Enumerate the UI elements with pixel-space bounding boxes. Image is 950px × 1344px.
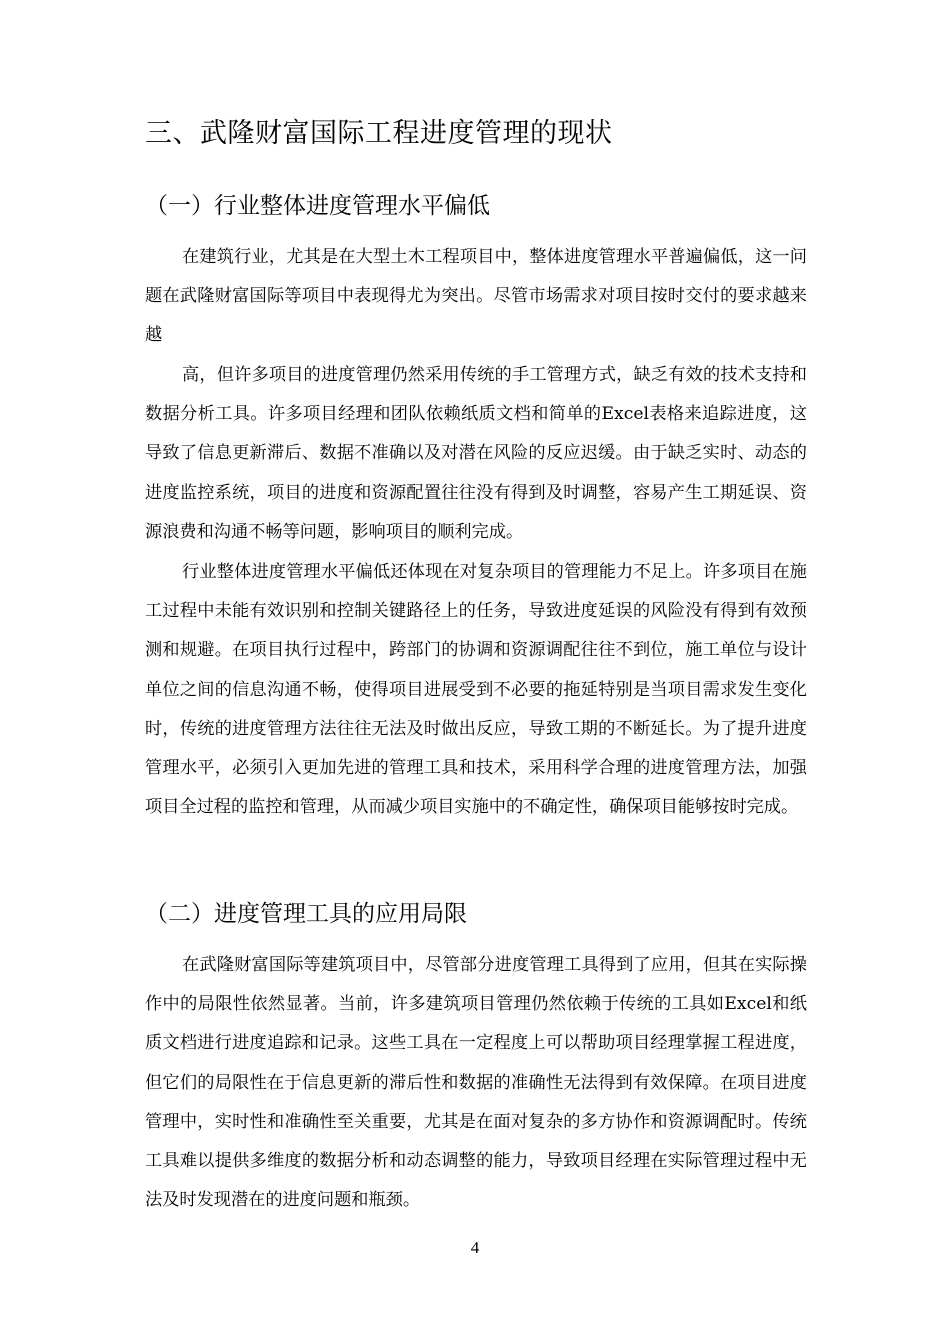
- subsection-heading-2: （二）进度管理工具的应用局限: [145, 901, 467, 927]
- paragraph: 高，但许多项目的进度管理仍然采用传统的手工管理方式，缺乏有效的技术支持和数据分析工具。许多项目经理和团队依赖纸质文档和简单的Excel表格来追踪进度，这导致了信息更新滞后、数据不准确以及对潜在风险的反应迟缓。由于缺乏实时、动态的进度监控系统，项目的进度和资源配置往往没有得到及时调整，容易产生工期延误、资源浪费和沟通不畅等问题，影响项目的顺利完成。: [145, 365, 807, 542]
- page-number: 4: [470, 1238, 480, 1257]
- subsection-heading-1: （一）行业整体进度管理水平偏低: [145, 193, 490, 219]
- paragraph: 在建筑行业，尤其是在大型土木工程项目中，整体进度管理水平普遍偏低，这一问题在武隆财富国际等项目中表现得尤为突出。尽管市场需求对项目按时交付的要求越来越: [145, 247, 807, 346]
- paragraph: 在武隆财富国际等建筑项目中，尽管部分进度管理工具得到了应用，但其在实际操作中的局限性依然显著。当前，许多建筑项目管理仍然依赖于传统的工具如Excel和纸质文档进行进度追踪和记录。这些工具在一定程度上可以帮助项目经理掌握工程进度，但它们的局限性在于信息更新的滞后性和数据的准确性无法得到有效保障。在项目进度管理中，实时性和准确性至关重要，尤其是在面对复杂的多方协作和资源调配时。传统工具难以提供多维度的数据分析和动态调整的能力，导致项目经理在实际管理过程中无法及时发现潜在的进度问题和瓶颈。: [145, 955, 807, 1211]
- paragraph: 行业整体进度管理水平偏低还体现在对复杂项目的管理能力不足上。许多项目在施工过程中未能有效识别和控制关键路径上的任务，导致进度延误的风险没有得到有效预测和规避。在项目执行过程中，跨部门的协调和资源调配往往不到位，施工单位与设计单位之间的信息沟通不畅，使得项目进展受到不必要的拖延特别是当项目需求发生变化时，传统的进度管理方法往往无法及时做出反应，导致工期的不断延长。为了提升进度管理水平，必须引入更加先进的管理工具和技术，采用科学合理的进度管理方法，加强项目全过程的监控和管理，从而减少项目实施中的不确定性，确保项目能够按时完成。: [145, 562, 807, 818]
- section-title: 三、武隆财富国际工程进度管理的现状: [145, 118, 613, 149]
